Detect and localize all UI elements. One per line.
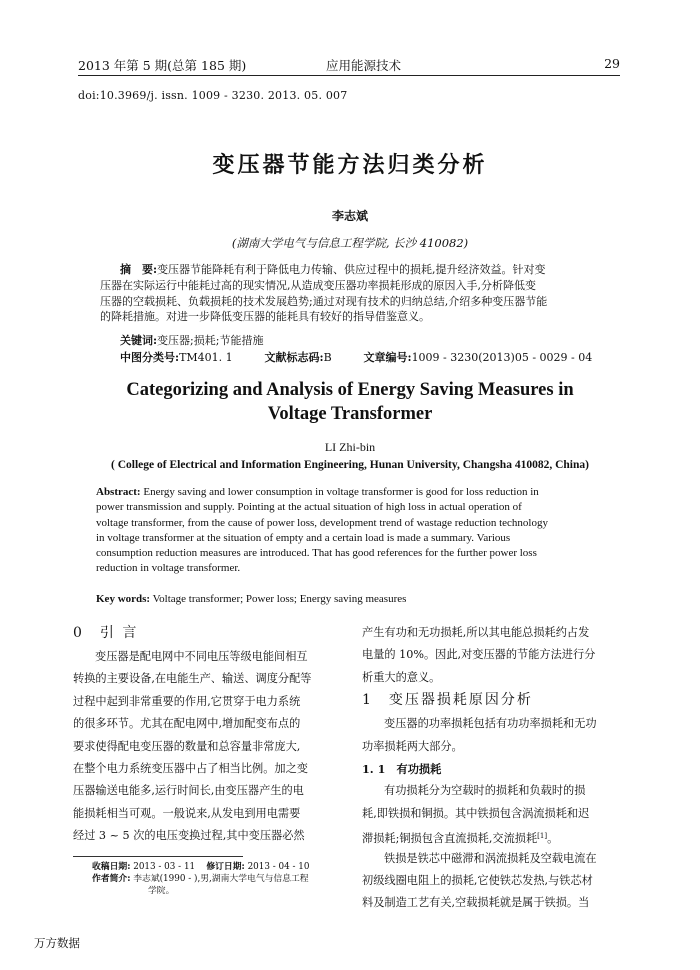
- abstract-cn-line: 变压器节能降耗有利于降低电力传输、供应过程中的损耗,提升经济效益。针对变: [157, 263, 546, 276]
- body-line: 析重大的意义。: [362, 670, 441, 684]
- running-header: [78, 56, 620, 76]
- classification-row: [120, 349, 620, 365]
- body-line: 过程中起到非常重要的作用,它贯穿于电力系统: [73, 694, 301, 708]
- abstract-en-line: reduction in voltage transformer.: [96, 562, 241, 575]
- body-line: 产生有功和无功损耗,所以其电能总损耗约占发: [362, 626, 590, 639]
- doi: doi:10.3969/j. issn. 1009 - 3230. 2013. 05. 007: [78, 89, 348, 102]
- doc-code-label: 文献标志码:: [264, 351, 324, 364]
- body-line: 变压器的功率损耗包括有功功率损耗和无功: [384, 717, 597, 731]
- abstract-en-label: Abstract:: [96, 486, 141, 498]
- page-number: 29: [604, 56, 620, 71]
- paper-title-en-line: Voltage Transformer: [267, 404, 433, 424]
- section-heading-intro: 0 引 言: [73, 625, 139, 641]
- abstract-en-line: Energy saving and lower consumption in voltage transformer is good for loss reduction in: [143, 486, 539, 498]
- article-no-value: 1009 - 3230(2013)05 - 0029 - 04: [411, 351, 593, 364]
- body-line: 初级线圈电阻上的损耗,它使铁芯发热,与铁芯材: [362, 873, 593, 887]
- body-line: 滞损耗;铜损包含直流损耗,交流损耗: [362, 832, 538, 846]
- bio-text: 李志斌(1990 - ),男,湖南大学电气与信息工程: [133, 874, 309, 884]
- abstract-en-line: in voltage transformer at the situation of empty and a certain load is made a summary. Various: [96, 531, 511, 544]
- keywords-cn: [120, 332, 263, 348]
- sentence-end: 。: [547, 832, 559, 846]
- wanfang-watermark: 万方数据: [34, 936, 80, 950]
- abstract-cn-line: 的降耗措施。对进一步降低变压器的能耗具有较好的指导借鉴意义。: [100, 310, 430, 324]
- abstract-en-line: power transmission and supply. Pointing at the actual situation of high loss in actual operation of: [96, 501, 522, 514]
- revised-label: 修订日期:: [206, 862, 245, 872]
- author-cn: 李志斌: [331, 209, 368, 223]
- paper-title-en: [0, 378, 700, 426]
- body-line: 电量的 10%。因此,对变压器的节能方法进行分: [362, 648, 596, 662]
- received-label: 收稿日期:: [92, 862, 131, 872]
- abstract-en-line: consumption reduction measures are introduced. That has good references for the further power loss: [96, 547, 537, 560]
- body-line: 变压器是配电网中不同电压等级电能间相互: [95, 650, 308, 663]
- body-line: 经过 3 ~ 5 次的电压变换过程,其中变压器必然: [73, 829, 305, 843]
- body-line: 铁损是铁芯中磁滞和涡流损耗及空载电流在: [384, 851, 597, 865]
- abstract-cn-line: 压器在实际运行中能耗过高的现实情况,从造成变压器功率损耗形成的原因入手,分析降低变: [100, 278, 536, 292]
- body-line: 在整个电力系统变压器中占了相当比例。加之变: [73, 761, 308, 775]
- body-left-column: [73, 622, 343, 848]
- keywords-en-text: Voltage transformer; Power loss; Energy saving measures: [152, 593, 407, 605]
- section-heading-1-1: 1. 1 有功损耗: [362, 761, 442, 776]
- keywords-cn-label: 关键词:: [120, 334, 158, 347]
- issue-info: 2013 年第 5 期(总第 185 期): [78, 58, 247, 73]
- affiliation-cn: (湖南大学电气与信息工程学院, 长沙 410082): [231, 236, 469, 250]
- bio-label: 作者简介:: [92, 874, 131, 884]
- body-line: 的很多环节。尤其在配电网中,增加配变布点的: [73, 717, 301, 731]
- body-line: 耗,即铁损和铜损。其中铁损包含涡流损耗和迟: [362, 806, 590, 820]
- abstract-cn: [100, 262, 600, 325]
- doc-code-value: B: [323, 351, 332, 364]
- clc-value: TM401. 1: [179, 351, 233, 364]
- body-line: 功率损耗两大部分。: [362, 739, 463, 753]
- paper-title-en-line: Categorizing and Analysis of Energy Saving Measures in: [126, 380, 574, 400]
- keywords-en-label: Key words:: [96, 593, 151, 605]
- received-date: 2013 - 03 - 11: [133, 862, 196, 872]
- keywords-en: [96, 593, 406, 605]
- body-line: 转换的主要设备,在电能生产、输送、调度分配等: [73, 672, 312, 686]
- paper-title-cn: 变压器节能方法归类分析: [212, 152, 488, 178]
- footnote: [92, 861, 352, 897]
- abstract-cn-label: 摘 要:: [120, 263, 158, 276]
- journal-name: 应用能源技术: [326, 58, 402, 73]
- revised-date: 2013 - 04 - 10: [247, 862, 310, 872]
- header-rule: [78, 75, 620, 76]
- body-line: 有功损耗分为空载时的损耗和负载时的损: [384, 784, 586, 798]
- body-line: 能损耗相当可观。一般说来,从发电到用电需要: [73, 806, 301, 820]
- footnote-rule: [73, 856, 243, 857]
- reference-marker[interactable]: [1]: [537, 832, 548, 841]
- section-heading-1: 1 变压器损耗原因分析: [362, 692, 533, 709]
- abstract-en: [96, 485, 604, 577]
- abstract-cn-line: 压器的空载损耗、负载损耗的技术发展趋势;通过对现有技术的归纳总结,介绍多种变压器节能: [100, 294, 548, 308]
- article-no-label: 文章编号:: [363, 351, 412, 364]
- clc-label: 中图分类号:: [120, 351, 180, 364]
- body-right-column: [362, 622, 632, 915]
- abstract-en-line: voltage transformer, from the cause of power loss, development trend of wastage reduction technology: [96, 516, 548, 529]
- bio-text-cont: 学院。: [148, 886, 175, 896]
- keywords-cn-text: 变压器;损耗;节能措施: [157, 334, 264, 347]
- body-line: 要求使得配电变压器的数量和总容量非常庞大,: [73, 739, 301, 753]
- affiliation-en: ( College of Electrical and Information Engineering, Hunan University, Changsha 410082, China): [111, 459, 589, 471]
- author-en: LI Zhi-bin: [324, 440, 376, 454]
- body-line: 料及制造工艺有关,空载损耗就是属于铁损。当: [362, 896, 590, 910]
- body-line: 压器输送电能多,运行时间长,由变压器产生的电: [73, 784, 304, 798]
